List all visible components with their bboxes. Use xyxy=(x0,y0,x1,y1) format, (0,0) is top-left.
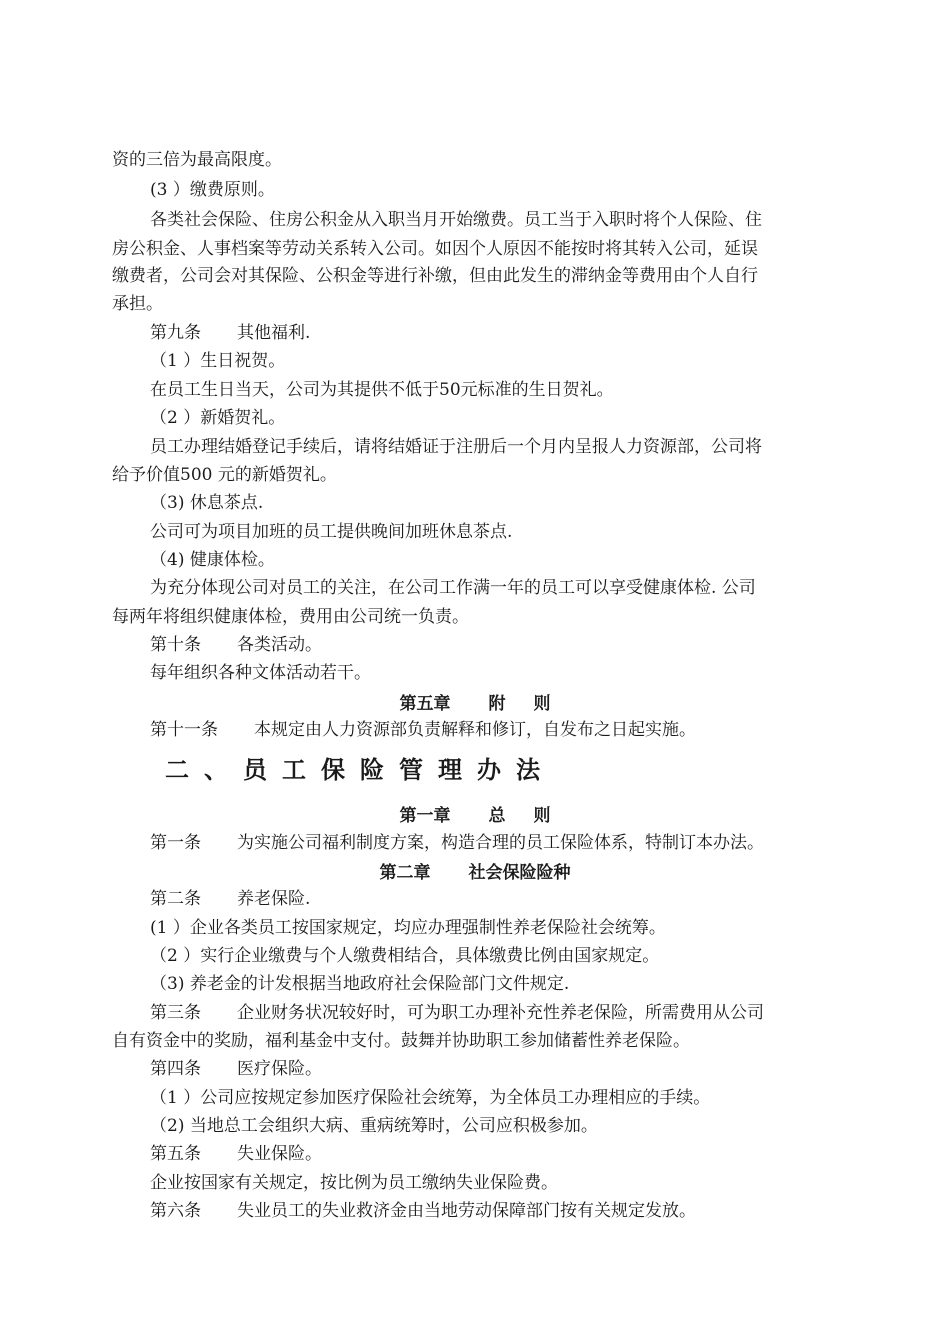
article-text: 失业保险。 xyxy=(237,1144,322,1164)
paragraph-line: (3 ）缴费原则。 xyxy=(150,180,275,200)
paragraph-line: 房公积金、人事档案等劳动关系转入公司。如因个人原因不能按时将其转入公司，延误 xyxy=(112,239,758,259)
article-line xyxy=(150,1059,322,1079)
paragraph-line: 企业按国家有关规定，按比例为员工缴纳失业保险费。 xyxy=(150,1173,558,1193)
paragraph-line: 各类社会保险、住房公积金从入职当月开始缴费。员工当于入职时将个人保险、住 xyxy=(150,210,762,230)
chapter-number: 第五章 xyxy=(399,694,451,714)
article-number: 第十一条 xyxy=(150,720,218,740)
paragraph-line: （3) 养老金的计发根据当地政府社会保险部门文件规定. xyxy=(150,974,570,994)
article-number: 第一条 xyxy=(150,833,201,853)
article-line xyxy=(150,635,322,655)
paragraph-line: （1 ）公司应按规定参加医疗保险社会统筹，为全体员工办理相应的手续。 xyxy=(150,1088,711,1108)
chapter-title-part: 则 xyxy=(533,806,551,826)
article-number: 第九条 xyxy=(150,323,201,343)
paragraph-line: （2 ）实行企业缴费与个人缴费相结合，具体缴费比例由国家规定。 xyxy=(150,946,660,966)
paragraph-line: （1 ）生日祝贺。 xyxy=(150,351,286,371)
article-line xyxy=(150,1201,696,1221)
article-text: 医疗保险。 xyxy=(237,1059,322,1079)
article-text: 养老保险. xyxy=(237,889,311,909)
paragraph-line: 每两年将组织健康体检，费用由公司统一负责。 xyxy=(112,607,469,627)
paragraph-line: 在员工生日当天，公司为其提供不低于50元标准的生日贺礼。 xyxy=(150,380,614,400)
paragraph-line: 公司可为项目加班的员工提供晚间加班休息茶点. xyxy=(150,522,513,542)
article-line xyxy=(150,1144,322,1164)
chapter-number: 第二章 xyxy=(379,863,431,883)
article-number: 第六条 xyxy=(150,1201,201,1221)
article-number: 第四条 xyxy=(150,1059,201,1079)
paragraph-line: （3) 休息茶点. xyxy=(150,493,264,513)
article-text: 失业员工的失业救济金由当地劳动保障部门按有关规定发放。 xyxy=(237,1201,696,1221)
paragraph-line: 员工办理结婚登记手续后，请将结婚证于注册后一个月内呈报人力资源部，公司将 xyxy=(150,437,762,457)
article-text: 本规定由人力资源部负责解释和修订，自发布之日起实施。 xyxy=(254,720,696,740)
paragraph-line: 缴费者，公司会对其保险、公积金等进行补缴，但由此发生的滞纳金等费用由个人自行 xyxy=(112,266,758,286)
paragraph-line: 自有资金中的奖励，福利基金中支付。鼓舞并协助职工参加储蓄性养老保险。 xyxy=(112,1031,690,1051)
chapter-heading xyxy=(0,863,950,883)
chapter-number: 第一章 xyxy=(399,806,451,826)
paragraph-line: 为充分体现公司对员工的关注，在公司工作满一年的员工可以享受健康体检. 公司 xyxy=(150,578,756,598)
paragraph-line: (1 ）企业各类员工按国家规定，均应办理强制性养老保险社会统筹。 xyxy=(150,918,666,938)
article-line xyxy=(150,889,310,909)
article-text: 为实施公司福利制度方案，构造合理的员工保险体系，特制订本办法。 xyxy=(237,833,764,853)
chapter-title-part: 则 xyxy=(533,694,551,714)
paragraph-line: 给予价值500 元的新婚贺礼。 xyxy=(112,465,337,485)
paragraph-line: （2 ）新婚贺礼。 xyxy=(150,408,286,428)
article-line xyxy=(150,323,310,343)
article-line xyxy=(150,833,764,853)
paragraph-line: （2) 当地总工会组织大病、重病统筹时，公司应积极参加。 xyxy=(150,1116,598,1136)
article-text: 企业财务状况较好时，可为职工办理补充性养老保险，所需费用从公司 xyxy=(237,1003,764,1023)
section-title: 二、员工保险管理办法 xyxy=(165,756,555,784)
paragraph-line: 资的三倍为最高限度。 xyxy=(112,150,282,170)
article-line xyxy=(150,1003,764,1023)
article-number: 第三条 xyxy=(150,1003,201,1023)
article-number: 第二条 xyxy=(150,889,201,909)
chapter-title-part: 社会保险险种 xyxy=(468,863,571,883)
paragraph-line: 承担。 xyxy=(112,294,163,314)
paragraph-line: （4) 健康体检。 xyxy=(150,550,275,570)
chapter-heading xyxy=(0,694,950,714)
article-number: 第五条 xyxy=(150,1144,201,1164)
article-number: 第十条 xyxy=(150,635,201,655)
chapter-title-part: 总 xyxy=(488,806,506,826)
article-line xyxy=(150,720,696,740)
chapter-heading xyxy=(0,806,950,826)
paragraph-line: 每年组织各种文体活动若干。 xyxy=(150,663,371,683)
chapter-title-part: 附 xyxy=(488,694,506,714)
article-text: 其他福利. xyxy=(237,323,311,343)
article-text: 各类活动。 xyxy=(237,635,322,655)
